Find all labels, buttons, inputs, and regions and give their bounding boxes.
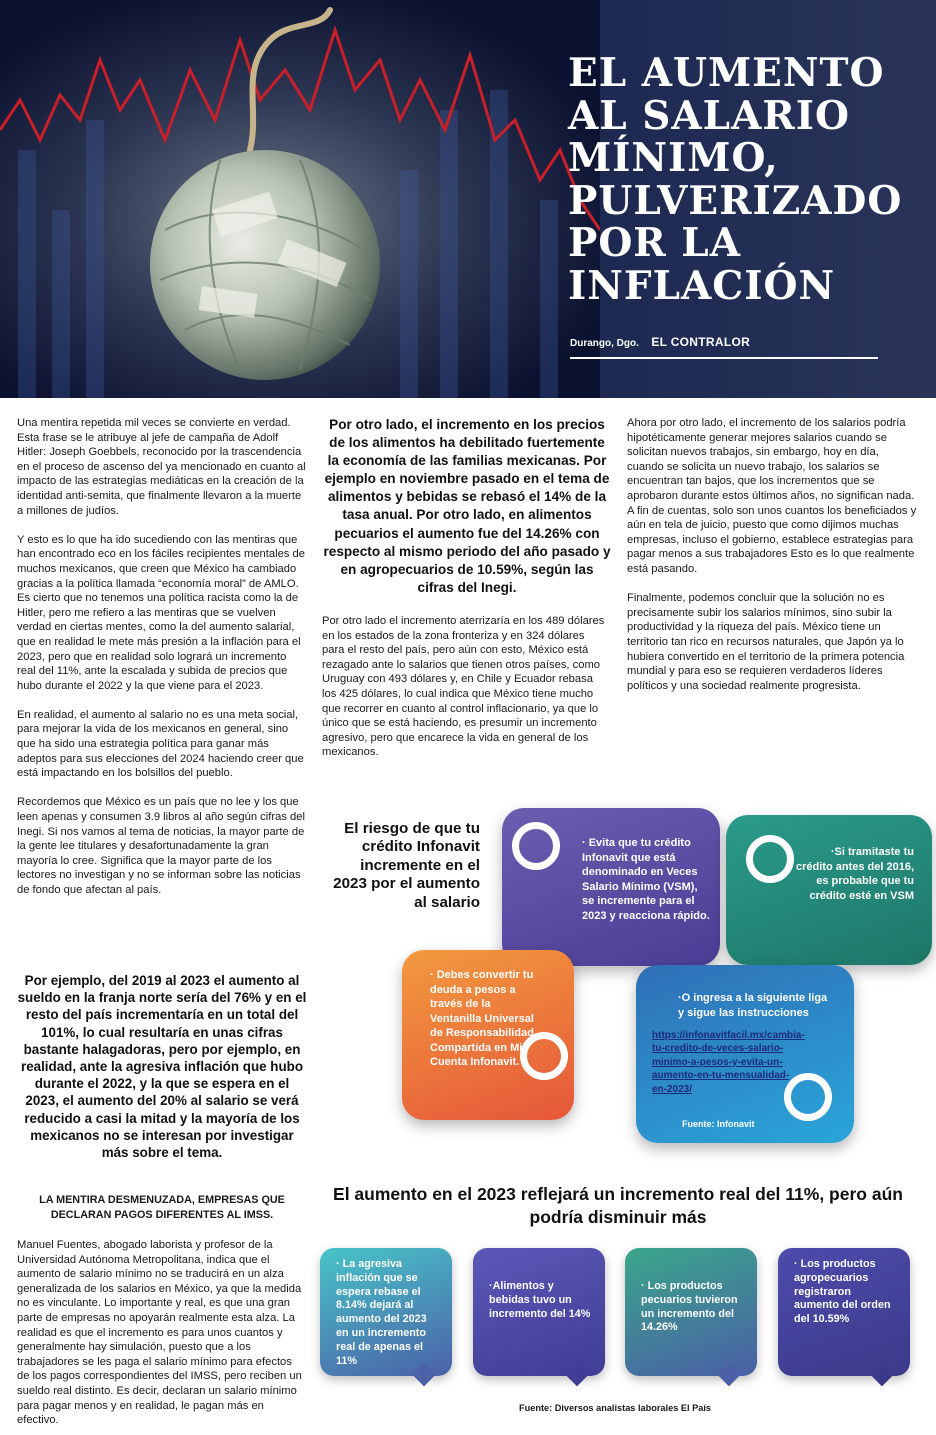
card-text: ·Alimentos y bebidas tuvo un incremento del 14% bbox=[489, 1280, 591, 1320]
headline bbox=[568, 52, 928, 307]
bubble-text: ·O ingresa a la siguiente liga y sigue las instrucciones bbox=[678, 992, 828, 1019]
stat-card-livestock bbox=[625, 1248, 757, 1376]
byline bbox=[570, 333, 878, 359]
paragraph: Y esto es lo que ha ido sucediendo con las mentiras que han encontrado eco en los fáciles recipientes mentales de muchos mexicanos, que creen que México ha cambiado gracias a la política llamada “economía moral” de AMLO. Es cierto que no tenemos una política racista como la de Hitler, pero me refiero a las mentiras que se vuelven verdad en ciertas mentes, como la del aumento salarial, que en realidad le mete más presión a la inflación para el 2023, pero que en realidad solo logrará un incremento real del 11%, ante la escalada y subida de precios que hubo durante el 2022 y la que viene para el 2023. bbox=[17, 533, 305, 692]
infonavit-infographic-title: El riesgo de que tu crédito Infonavit incremente en el 2023 por el aumento al salario bbox=[333, 820, 480, 911]
headline-line: MÍNIMO, bbox=[568, 135, 779, 181]
headline-line: POR LA bbox=[568, 220, 741, 266]
outlet-name: EL CONTRALOR bbox=[651, 335, 751, 349]
speech-tail bbox=[413, 1364, 436, 1387]
pull-quote-left: Por ejemplo, del 2019 al 2023 el aumento al sueldo en la franja norte sería del 76% y en el resto del país incrementaría en un total del 101%, lo cual resultaría en unas cifras bastante halagadoras, pero por ejemplo, en realidad, ante la agresiva inflación que hubo durante el 2022, y la que se espera en el 2023, el aumento del 20% al salario se verá reducido a casi la mitad y la mayoría de los mexicanos no se interesan por investigar más sobre el tema. bbox=[17, 973, 307, 1161]
article-column-1-bottom bbox=[17, 1238, 307, 1435]
speech-tail bbox=[718, 1364, 741, 1387]
article-column-3 bbox=[627, 416, 917, 708]
analysts-source: Fuente: Diversos analistas laborales El País bbox=[519, 1403, 711, 1413]
infonavit-bubble-2016 bbox=[726, 815, 932, 965]
speech-tail bbox=[566, 1364, 589, 1387]
card-text: · Los productos pecuarios tuvieron un incremento del 14.26% bbox=[641, 1280, 738, 1334]
stat-card-inflation bbox=[320, 1248, 452, 1376]
hero-banner bbox=[0, 0, 936, 398]
bubble-text: · Debes convertir tu deuda a pesos a través de la Ventanilla Universal de Responsabilidad Compartida en Mi Cuenta Infonavit. bbox=[430, 969, 534, 1068]
stat-card-food bbox=[473, 1248, 605, 1376]
infonavit-link[interactable]: https://infonavitfacil.mx/cambia-tu-credito-de-veces-salario-minimo-a-pesos-y-evita-un-aumento-en-tu-mensualidad-en-2023/ bbox=[652, 1030, 805, 1095]
inflation-infographic-title: El aumento en el 2023 reflejará un incremento real del 11%, pero aún podría disminuir más bbox=[333, 1184, 903, 1227]
dateline: Durango, Dgo. bbox=[570, 338, 639, 349]
headline-line: PULVERIZADO bbox=[568, 177, 903, 224]
stat-card-agriculture bbox=[778, 1248, 910, 1376]
bubble-text: ·Si tramitaste tu crédito antes del 2016, es probable que tu crédito esté en VSM bbox=[796, 846, 914, 902]
section-subhead: LA MENTIRA DESMENUZADA, EMPRESAS QUE DECLARAN PAGOS DIFERENTES AL IMSS. bbox=[39, 1194, 285, 1221]
ring-icon bbox=[746, 835, 794, 883]
pull-quote-center: Por otro lado, el incremento en los precios de los alimentos ha debilitado fuertemente la economía de las familias mexicanas. Por ejemplo en noviembre pasado en el tema de alimentos y bebidas se rebasó el 14% de la tasa anual. Por otro lado, en alimentos pecuarios el aumento fue del 14.26% con respecto al mismo periodo del año pasado y en agropecuarios de 10.59%, según las cifras del Inegi. bbox=[323, 417, 611, 595]
paragraph: En realidad, el aumento al salario no es una meta social, para mejorar la vida de los mexicanos en general, sino que ha sido una estrategia política para ganar más adeptos para sus elecciones del 2024 haciendo creer que está impactando en los bolsillos del pueblo. bbox=[17, 708, 304, 780]
card-text: · Los productos agropecuarios registraron aumento del orden del 10.59% bbox=[794, 1258, 891, 1326]
infonavit-source: Fuente: Infonavit bbox=[682, 1119, 755, 1129]
headline-line: EL AUMENTO bbox=[568, 50, 885, 96]
headline-line: AL SALARIO bbox=[568, 92, 850, 139]
paragraph: Finalmente, podemos concluir que la solución no es precisamente subir los salarios mínimos, sino subir la productividad y la riqueza del país. México tiene un territorio tan rico en recursos naturales, que Japón ya lo hubiera convertido en el territorio de la primera potencia mundial y para eso se requieren verdaderos líderes políticos y una sociedad realmente progresista. bbox=[627, 592, 905, 692]
infonavit-bubble-link bbox=[636, 965, 854, 1143]
infonavit-bubble-vsm bbox=[502, 808, 720, 966]
article-column-1 bbox=[17, 416, 307, 912]
speech-tail bbox=[871, 1364, 894, 1387]
paragraph: Recordemos que México es un país que no lee y los que leen apenas y consumen 3.9 libros al año según cifras del Inegi. Si nos vamos al tema de noticias, la mayor parte de la gente lee titulares y desafortunadamente la gran mayoría lo cree. Significa que la mayor parte de los lectores no investigan y no se informan sobre las noticias de fondo que afectan al país. bbox=[17, 796, 305, 896]
bubble-text: · Evita que tu crédito Infonavit que está denominado en Veces Salario Mínimo (VSM), se incremente para el 2023 y reacciona rápido. bbox=[582, 837, 710, 922]
article-column-2 bbox=[322, 614, 608, 775]
paragraph: Por otro lado el incremento aterrizaría en los 489 dólares en los estados de la zona fronteriza y en 324 dólares para el resto del país, pero aún con esto, México está rezagado ante lo salarios que tienen otros países, como Uruguay con 493 dólares y, en Chile y Ecuador rebasa los 425 dólares, lo cual indica que México tiene mucho que recorrer en cuanto al control inflacionario, ya que lo único que se está haciendo, es presumir un incremento agresivo, pero que encarece la vida en general de los mexicanos. bbox=[322, 615, 605, 759]
card-text: · La agresiva inflación que se espera rebase el 8.14% dejará al aumento del 2023 en un incremento real de apenas el 11% bbox=[336, 1258, 427, 1367]
headline-line: INFLACIÓN bbox=[568, 262, 836, 309]
paragraph: Una mentira repetida mil veces se convierte en verdad. Esta frase se le atribuye al jefe de campaña de Adolf Hitler: Joseph Goebbels, reconocido por la trascendencia en el proceso de ascenso del ya mencionado en cuanto al impacto de las estrategias mediáticas en la creación de la identidad anti-semita, que finalmente llevaron a la muerte a millones de judíos. bbox=[17, 417, 306, 517]
infonavit-bubble-convert bbox=[402, 950, 574, 1120]
money-bomb-illustration bbox=[0, 0, 600, 398]
paragraph: Manuel Fuentes, abogado laborista y profesor de la Universidad Autónoma Metropolitana, indica que el aumento de salario mínimo no se traducirá en un alza generalizada de los salarios en México, ya que la medida no es vinculante. Lo importante y real, es que una gran parte de empresas no apoyarán realmente esta alza. La realidad es que el incremento es para unos cuantos y generalmente hay simulación, puesto que a los trabajadores se les paga el salario mínimo para efectos de los pagos correspondientes del IMSS, pero reciben un sueldo real distinto. Es decir, declaran un salario mínimo para pagar menos y en realidad, le pagan más en efectivo. bbox=[17, 1239, 302, 1427]
ring-icon bbox=[512, 822, 560, 870]
paragraph: Ahora por otro lado, el incremento de los salarios podría hipotéticamente generar mejores salarios cuando se solicitan nuevos trabajos, sin embargo, hoy en día, cuando se solicita un nuevo trabajo, los salarios se encuentran tan bajos, que los incrementos que se aprobaron durante estos últimos años, no significan nada. A fin de cuentas, solo son unos cuantos los beneficiados y aún en tela de juicio, puesto que como dijimos muchas empresas, incluso el gobierno, establece estrategias para pagar menos a sus trabajadores Esto es lo que realmente está pasando. bbox=[627, 417, 917, 575]
